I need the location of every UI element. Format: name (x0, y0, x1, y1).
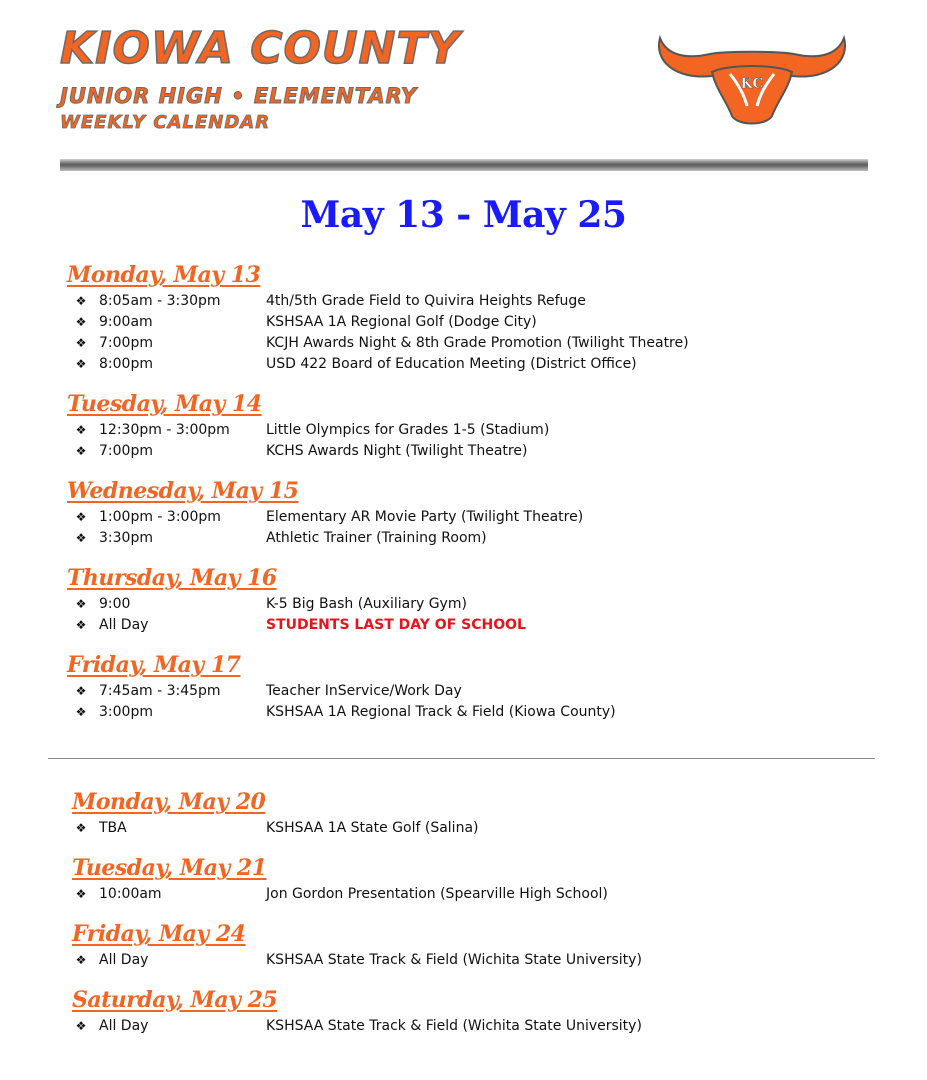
event-time: 7:00pm (99, 335, 153, 351)
event-description: KSHSAA 1A Regional Track & Field (Kiowa County) (266, 704, 616, 720)
day-heading: Friday, May 24 (72, 921, 246, 947)
event-description: Little Olympics for Grades 1-5 (Stadium) (266, 422, 550, 438)
day-heading: Tuesday, May 21 (72, 855, 267, 881)
diamond-bullet-icon: ❖ (75, 705, 87, 719)
date-range-title: May 13 - May 25 (300, 194, 627, 236)
diamond-bullet-icon: ❖ (75, 423, 87, 437)
event-time: TBA (99, 820, 127, 836)
event-time: All Day (99, 1018, 149, 1034)
diamond-bullet-icon: ❖ (75, 887, 87, 901)
diamond-bullet-icon: ❖ (75, 444, 87, 458)
day-heading: Tuesday, May 14 (67, 391, 262, 417)
event-time: 8:00pm (99, 356, 153, 372)
diamond-bullet-icon: ❖ (75, 531, 87, 545)
event-description: KSHSAA State Track & Field (Wichita State University) (266, 952, 642, 968)
event-description: KSHSAA State Track & Field (Wichita State University) (266, 1018, 642, 1034)
event-description: Elementary AR Movie Party (Twilight Theatre) (266, 509, 584, 525)
event-description: KSHSAA 1A State Golf (Salina) (266, 820, 479, 836)
event-description: KCJH Awards Night & 8th Grade Promotion (Twilight Theatre) (266, 335, 689, 351)
longhorn-logo-icon (652, 26, 852, 132)
day-heading: Thursday, May 16 (67, 565, 277, 591)
diamond-bullet-icon: ❖ (75, 510, 87, 524)
event-time: All Day (99, 952, 149, 968)
event-description: Athletic Trainer (Training Room) (266, 530, 487, 546)
diamond-bullet-icon: ❖ (75, 336, 87, 350)
logo-text: KC (740, 76, 764, 92)
event-description: KCHS Awards Night (Twilight Theatre) (266, 443, 528, 459)
event-description: KSHSAA 1A Regional Golf (Dodge City) (266, 314, 537, 330)
diamond-bullet-icon: ❖ (75, 357, 87, 371)
event-time: All Day (99, 617, 149, 633)
diamond-bullet-icon: ❖ (75, 294, 87, 308)
event-time: 10:00am (99, 886, 162, 902)
day-heading: Wednesday, May 15 (67, 478, 299, 504)
diamond-bullet-icon: ❖ (75, 821, 87, 835)
event-time: 3:30pm (99, 530, 153, 546)
event-description: Teacher InService/Work Day (266, 683, 462, 699)
calendar-title: WEEKLY CALENDAR (60, 112, 271, 133)
diamond-bullet-icon: ❖ (75, 618, 87, 632)
diamond-bullet-icon: ❖ (75, 953, 87, 967)
event-description: Jon Gordon Presentation (Spearville High School) (266, 886, 608, 902)
diamond-bullet-icon: ❖ (75, 684, 87, 698)
diamond-bullet-icon: ❖ (75, 1019, 87, 1033)
event-time: 1:00pm - 3:00pm (99, 509, 221, 525)
event-time: 7:45am - 3:45pm (99, 683, 221, 699)
event-time: 9:00am (99, 314, 153, 330)
school-name: KIOWA COUNTY (60, 23, 461, 74)
diamond-bullet-icon: ❖ (75, 315, 87, 329)
day-heading: Monday, May 13 (67, 262, 261, 288)
day-heading: Saturday, May 25 (72, 987, 278, 1013)
event-time: 7:00pm (99, 443, 153, 459)
event-description: K-5 Big Bash (Auxiliary Gym) (266, 596, 467, 612)
diamond-bullet-icon: ❖ (75, 597, 87, 611)
event-time: 3:00pm (99, 704, 153, 720)
event-description: 4th/5th Grade Field to Quivira Heights Refuge (266, 293, 586, 309)
last-day-alert: STUDENTS LAST DAY OF SCHOOL (266, 617, 526, 633)
day-heading: Friday, May 17 (67, 652, 241, 678)
day-heading: Monday, May 20 (72, 789, 266, 815)
header-divider (60, 159, 868, 171)
event-time: 12:30pm - 3:00pm (99, 422, 230, 438)
week-divider (48, 758, 875, 759)
event-time: 8:05am - 3:30pm (99, 293, 221, 309)
event-time: 9:00 (99, 596, 131, 612)
event-description: USD 422 Board of Education Meeting (District Office) (266, 356, 637, 372)
school-subtitle: JUNIOR HIGH • ELEMENTARY (60, 84, 418, 108)
